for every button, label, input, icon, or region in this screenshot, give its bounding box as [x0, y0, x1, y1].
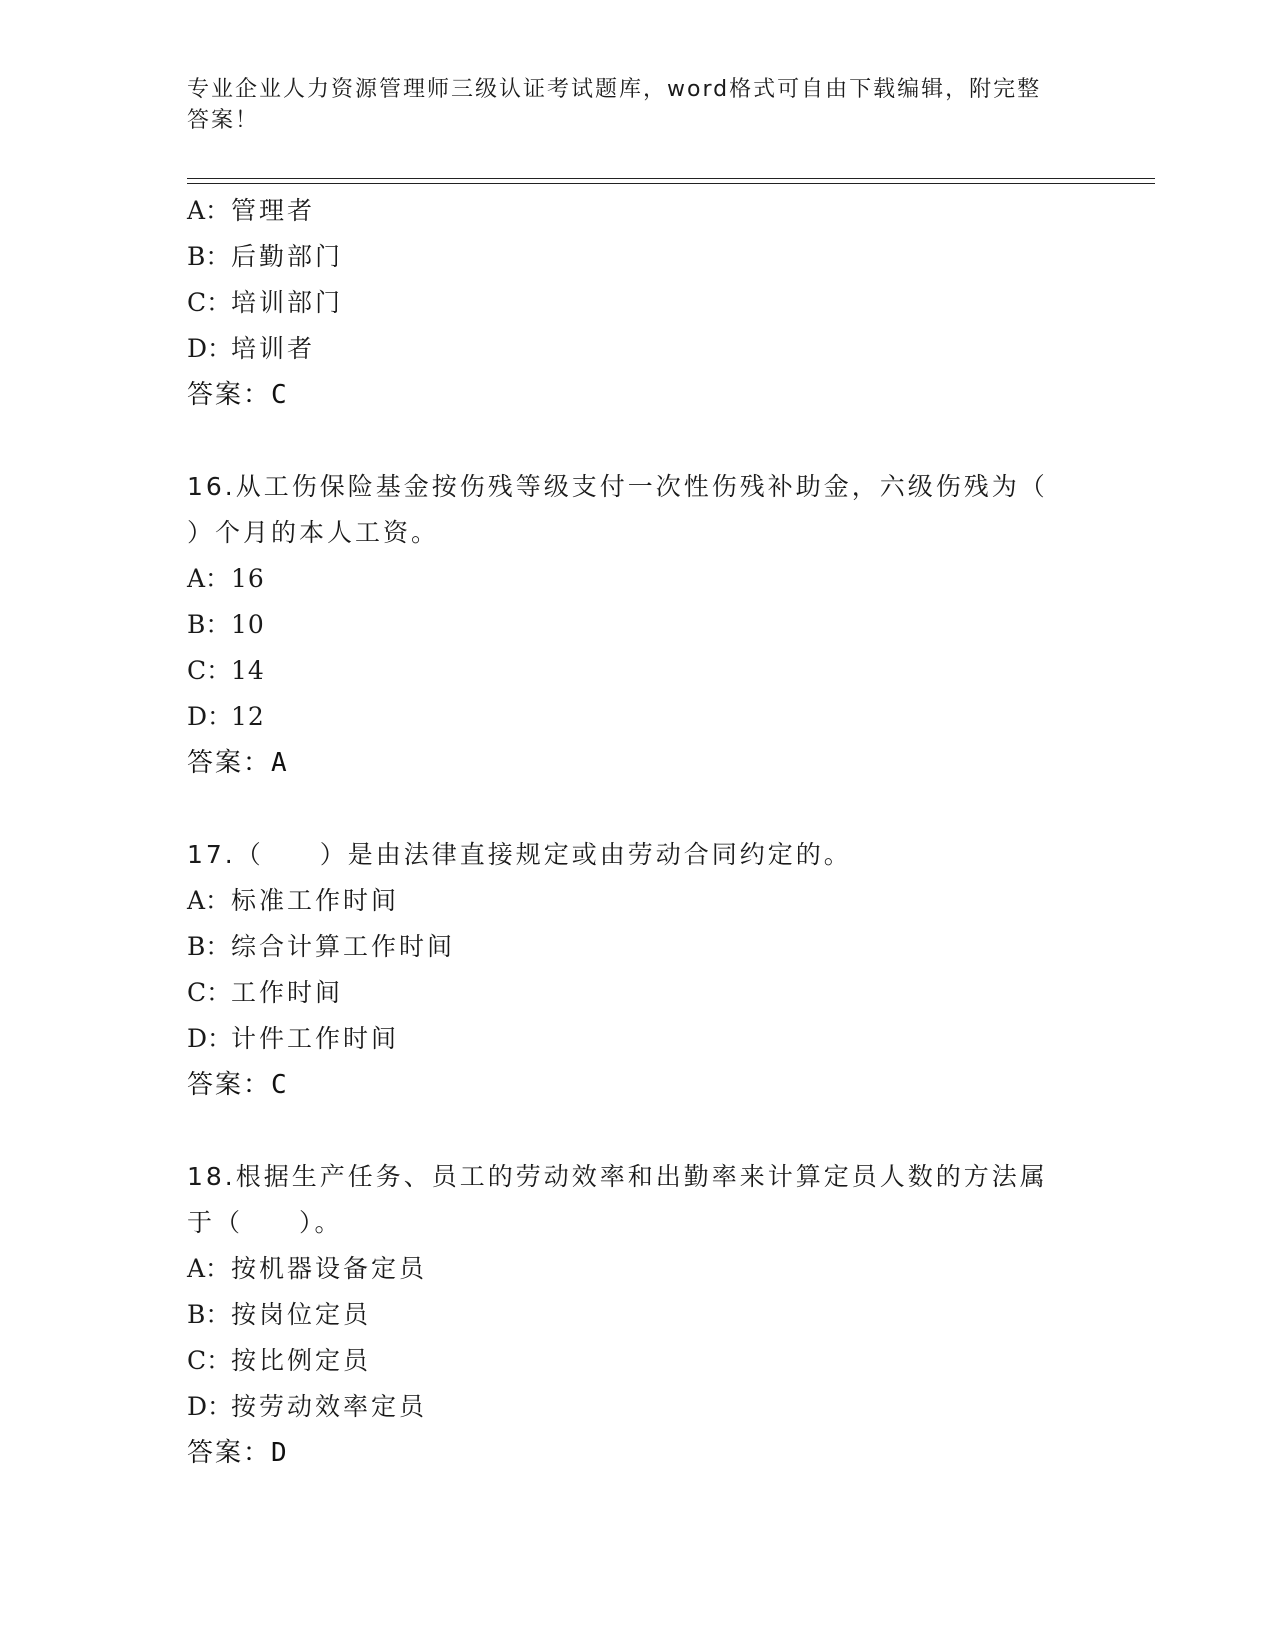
option-d: D：按劳动效率定员: [187, 1392, 428, 1421]
answer-label: 答案：: [187, 380, 272, 410]
option-text: 工作时间: [231, 978, 344, 1007]
header-line-1: 专业企业人力资源管理师三级认证考试题库，word格式可自由下载编辑，附完整: [187, 77, 1042, 102]
option-text: 按岗位定员: [231, 1300, 372, 1329]
question-list: [187, 188, 1087, 1476]
option-a: A：标准工作时间: [187, 886, 400, 915]
option-a: A：16: [187, 564, 265, 593]
option-d: D：12: [187, 702, 265, 731]
option-text: 标准工作时间: [231, 886, 400, 915]
option-b: B：按岗位定员: [187, 1300, 372, 1329]
header-line-2: 答案！: [187, 108, 260, 133]
answer-line: [187, 740, 1087, 786]
answer-label: 答案：: [187, 748, 272, 778]
answer-value: C: [271, 380, 289, 410]
option-text: 管理者: [231, 196, 316, 225]
spacer: [187, 418, 1087, 464]
option-d: D：培训者: [187, 334, 316, 363]
option-text: 10: [231, 610, 265, 639]
spacer: [187, 786, 1087, 832]
option-a: A：管理者: [187, 196, 316, 225]
spacer: [187, 1108, 1087, 1154]
question-stem: 18.根据生产任务、员工的劳动效率和出勤率来计算定员人数的方法属: [187, 1162, 1048, 1191]
option-text: 按劳动效率定员: [231, 1392, 428, 1421]
answer-line: [187, 372, 1087, 418]
question-15: [187, 188, 1087, 418]
option-text: 按机器设备定员: [231, 1254, 428, 1283]
option-text: 综合计算工作时间: [231, 932, 456, 961]
question-16: [187, 464, 1087, 786]
option-d: D：计件工作时间: [187, 1024, 400, 1053]
option-text: 16: [231, 564, 265, 593]
answer-value: D: [271, 1438, 289, 1468]
option-b: B：10: [187, 610, 265, 639]
option-b: B：综合计算工作时间: [187, 932, 456, 961]
answer-line: [187, 1430, 1087, 1476]
question-stem-continued: 于（ ）。: [187, 1208, 343, 1237]
question-17: [187, 832, 1087, 1108]
option-a: A：按机器设备定员: [187, 1254, 428, 1283]
question-stem: 17.（ ）是由法律直接规定或由劳动合同约定的。: [187, 840, 852, 869]
question-stem-continued: ）个月的本人工资。: [187, 518, 440, 547]
option-b: B：后勤部门: [187, 242, 344, 271]
option-c: C：按比例定员: [187, 1346, 372, 1375]
header-divider-top: [187, 178, 1155, 179]
answer-label: 答案：: [187, 1070, 272, 1100]
option-text: 14: [231, 656, 265, 685]
answer-label: 答案：: [187, 1438, 272, 1468]
option-text: 培训部门: [231, 288, 344, 317]
option-text: 按比例定员: [231, 1346, 372, 1375]
option-c: C：培训部门: [187, 288, 344, 317]
answer-value: A: [271, 748, 289, 778]
option-text: 后勤部门: [231, 242, 344, 271]
option-text: 12: [231, 702, 265, 731]
document-header: [187, 74, 1087, 136]
option-text: 计件工作时间: [231, 1024, 400, 1053]
option-c: C：14: [187, 656, 265, 685]
question-18: [187, 1154, 1087, 1476]
option-text: 培训者: [231, 334, 316, 363]
answer-line: [187, 1062, 1087, 1108]
question-stem: 16.从工伤保险基金按伤残等级支付一次性伤残补助金，六级伤残为（: [187, 472, 1048, 501]
answer-value: C: [271, 1070, 289, 1100]
header-divider-bottom: [187, 183, 1155, 184]
option-c: C：工作时间: [187, 978, 344, 1007]
